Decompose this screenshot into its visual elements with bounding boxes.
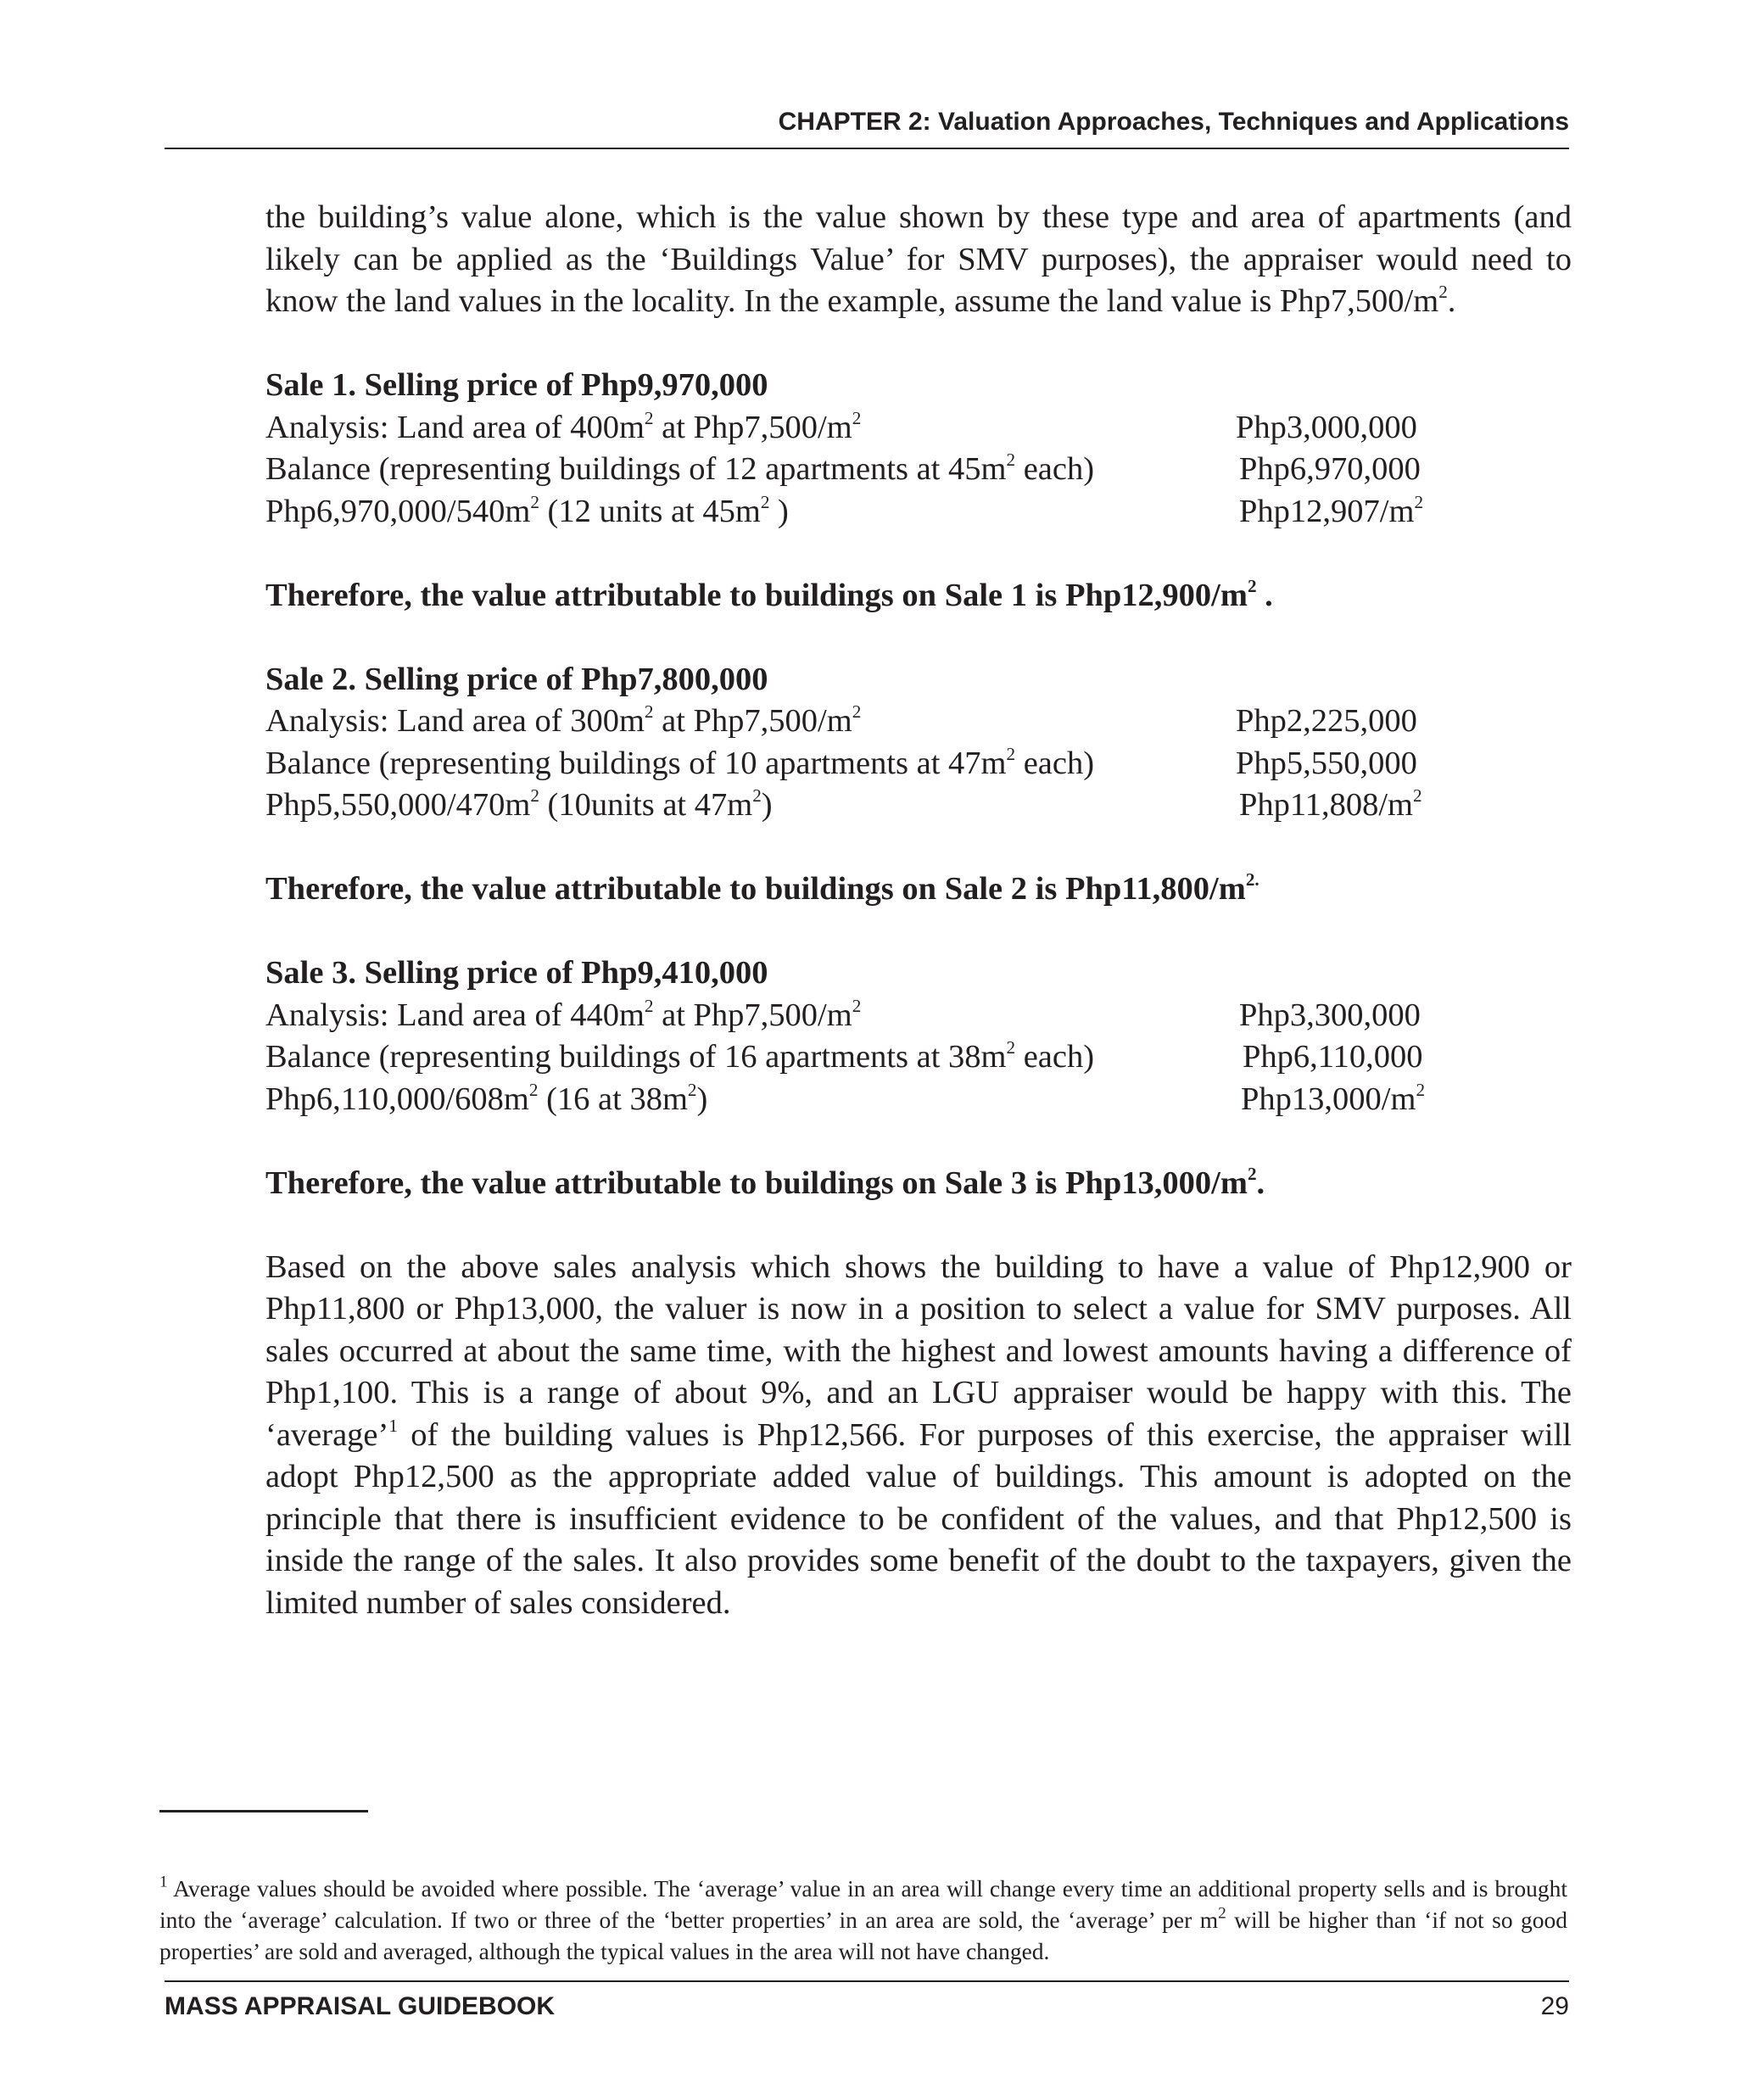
sale-2-land-row: Analysis: Land area of $300m^2$ at $Php7,500/m^2$ Php2,225,000 [265,701,1572,743]
sale-3-land-amount: Php3,300,000 [1239,997,1421,1033]
sale-1-rate-amount: $Php12,907/m^2$ [1239,491,1424,529]
sale-3-title: Sale 3. Selling price of Php9,410,000 [265,955,768,991]
footnote: $^1$ Average values should be avoided where possible. The ‘average’ value in an area will change every time an additional property sells and is brought into the ‘average’ calculation. If two or three of the ‘better properties’ in an area are sold, the ‘average’ per $m^2$ will be higher than ‘if not so good properties’ are sold and averaged, although the typical values in the area will not have changed. [159,1873,1567,1964]
sale-3-land-row: Analysis: Land area of $440m^2$ at $Php7,500/m^2$ Php3,300,000 [265,995,1572,1037]
page-body [265,197,1572,1624]
summary-paragraph: Based on the above sales analysis which shows the building to have a value of Php12,900 or Php11,800 or Php13,000, the valuer is now in a position to select a value for SMV purposes. All sales occurred at about the same time, with the highest and lowest amounts having a difference of Php1,100. This is a range of about 9%, and an LGU appraiser would be happy with this. The ‘average’$^1$ of the building values is Php12,566. For purposes of this exercise, the appraiser will adopt Php12,500 as the appropriate added value of buildings. This amount is adopted on the principle that there is insufficient evidence to be confident of the values, and that Php12,500 is inside the range of the sales. It also provides some benefit of the doubt to the taxpayers, given the limited number of sales considered. [265,1248,1572,1621]
sale-2-conclusion: Therefore, the value attributable to buildings on Sale 2 is $Php11,800/m^{2.}$ [265,869,1259,907]
book-title: MASS APPRAISAL GUIDEBOOK [165,1992,556,2020]
sale-2-balance-row: Balance (representing buildings of 10 apartments at $47m^2$ each) Php5,550,000 [265,743,1572,785]
intro-paragraph: the building’s value alone, which is the value shown by these type and area of apartments (and likely can be applied as the ‘Buildings Value’ for SMV purposes), the appraiser would need to know the land values in the locality. In the example, assume the land value is $Php7,500/m^2$. [265,199,1572,319]
sale-3-block [265,952,1572,1204]
sale-1-rate-row: $Php6,970,000/540m^2$ (12 units at $45m^2$ ) $Php12,907/m^2$ [265,491,1572,533]
sale-3-conclusion: Therefore, the value attributable to buildings on Sale 3 is $Php13,000/m^2$. [265,1163,1265,1201]
sale-2-balance-amount: Php5,550,000 [1236,745,1417,781]
sale-2-block [265,659,1572,911]
footnote-reference[interactable]: 1 [388,1415,398,1436]
sale-2-land-amount: Php2,225,000 [1236,703,1417,739]
running-header [165,103,1569,149]
sale-2-rate-row: $Php5,550,000/470m^2$ (10units at $47m^2$) $Php11,808/m^2$ [265,785,1572,827]
sale-2-rate-amount: $Php11,808/m^2$ [1239,785,1422,823]
sale-1-balance-row: Balance (representing buildings of 12 apartments at $45m^2$ each) Php6,970,000 [265,449,1572,491]
sale-1-block [265,365,1572,617]
sale-1-land-row: Analysis: Land area of $400m^2$ at $Php7,500/m^2$ Php3,000,000 [265,407,1572,450]
sale-3-balance-amount: Php6,110,000 [1243,1039,1423,1075]
sale-2-title: Sale 2. Selling price of Php7,800,000 [265,661,768,697]
footnote-number: 1 [159,1873,168,1891]
sale-3-rate-amount: $Php13,000/m^2$ [1241,1079,1426,1117]
sale-1-land-amount: Php3,000,000 [1236,409,1417,445]
sale-3-rate-row: $Php6,110,000/608m^2$ (16 at $38m^2$) $Php13,000/m^2$ [265,1079,1572,1121]
chapter-title: CHAPTER 2: Valuation Approaches, Techniques and Applications [778,108,1569,136]
running-footer [165,1980,1569,2021]
sale-3-balance-row: Balance (representing buildings of 16 apartments at $38m^2$ each) Php6,110,000 [265,1036,1572,1079]
sale-1-balance-amount: Php6,970,000 [1239,451,1421,487]
sale-1-title: Sale 1. Selling price of Php9,970,000 [265,367,768,403]
page-number: 29 [1540,1992,1569,2020]
sale-1-conclusion: Therefore, the value attributable to buildings on Sale 1 is $Php12,900/m^2$ . [265,575,1273,613]
footnote-separator [159,1810,368,1812]
